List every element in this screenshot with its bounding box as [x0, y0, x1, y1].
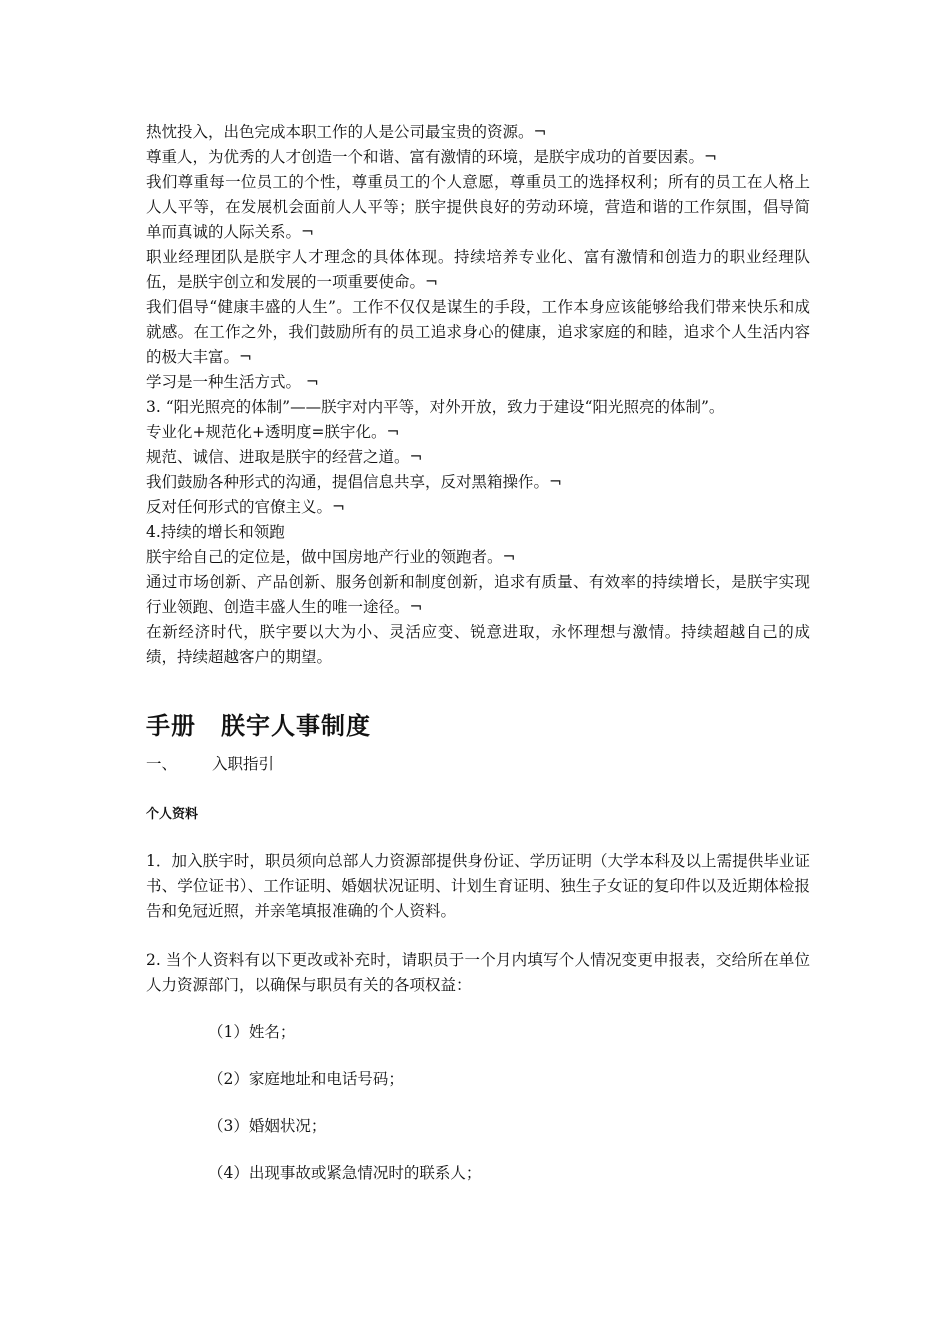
intro-line: 尊重人，为优秀的人才创造一个和谐、富有激情的环境，是朕宇成功的首要因素。¬: [146, 148, 717, 166]
list-item: （3）婚姻状况；: [208, 1117, 327, 1135]
body-paragraph: 1．加入朕宇时，职员须向总部人力资源部提供身份证、学历证明（大学本科及以上需提供毕业证书、学位证书）、工作证明、婚姻状况证明、计划生育证明、独生子女证的复印件以及近期体检报告和免冠近照，并亲笔填报准确的个人资料。: [146, 852, 810, 920]
intro-line: 专业化+规范化+透明度=朕宇化。¬: [146, 423, 400, 441]
body-paragraph: 2. 当个人资料有以下更改或补充时，请职员于一个月内填写个人情况变更申报表，交给所在单位人力资源部门，以确保与职员有关的各项权益：: [146, 951, 810, 994]
section-label: 入职指引: [212, 755, 275, 773]
intro-line: 反对任何形式的官僚主义。¬: [146, 498, 345, 516]
intro-line: 学习是一种生活方式。 ¬: [146, 373, 319, 391]
intro-line: 我们尊重每一位员工的个性，尊重员工的个人意愿，尊重员工的选择权利；所有的员工在人格上人人平等，在发展机会面前人人平等；朕宇提供良好的劳动环境，营造和谐的工作氛围，倡导简单而真诚的人际关系。¬: [146, 173, 810, 241]
list-item: （2）家庭地址和电话号码；: [208, 1070, 404, 1088]
intro-line: 规范、诚信、进取是朕宇的经营之道。¬: [146, 448, 423, 466]
intro-line: 我们倡导“健康丰盛的人生”。工作不仅仅是谋生的手段，工作本身应该能够给我们带来快乐和成就感。在工作之外，我们鼓励所有的员工追求身心的健康，追求家庭的和睦，追求个人生活内容的极大丰富。¬: [146, 298, 810, 366]
subheading: 个人资料: [146, 807, 199, 822]
intro-line: 我们鼓励各种形式的沟通，提倡信息共享，反对黑箱操作。¬: [146, 473, 562, 491]
list-item: （1）姓名；: [208, 1023, 296, 1041]
intro-line: 3. “阳光照亮的体制”——朕宇对内平等，对外开放，致力于建设“阳光照亮的体制”。: [146, 398, 725, 416]
intro-line: 通过市场创新、产品创新、服务创新和制度创新，追求有质量、有效率的持续增长，是朕宇实现行业领跑、创造丰盛人生的唯一途径。¬: [146, 573, 810, 616]
intro-line: 热忱投入，出色完成本职工作的人是公司最宝贵的资源。¬: [146, 123, 547, 141]
intro-line: 在新经济时代，朕宇要以大为小、灵活应变、锐意进取，永怀理想与激情。持续超越自己的成绩，持续超越客户的期望。: [146, 623, 810, 666]
page-heading: 手册 朕宇人事制度: [146, 712, 371, 740]
intro-line: 朕宇给自己的定位是，做中国房地产行业的领跑者。¬: [146, 548, 516, 566]
document-page: [146, 120, 810, 1186]
intro-line: 职业经理团队是朕宇人才理念的具体体现。持续培养专业化、富有激情和创造力的职业经理队伍，是朕宇创立和发展的一项重要使命。¬: [146, 248, 810, 291]
list-item: （4）出现事故或紧急情况时的联系人；: [208, 1164, 482, 1182]
section-number: 一、: [146, 755, 178, 773]
intro-line: 4.持续的增长和领跑: [146, 523, 285, 541]
section-title: [146, 752, 810, 777]
